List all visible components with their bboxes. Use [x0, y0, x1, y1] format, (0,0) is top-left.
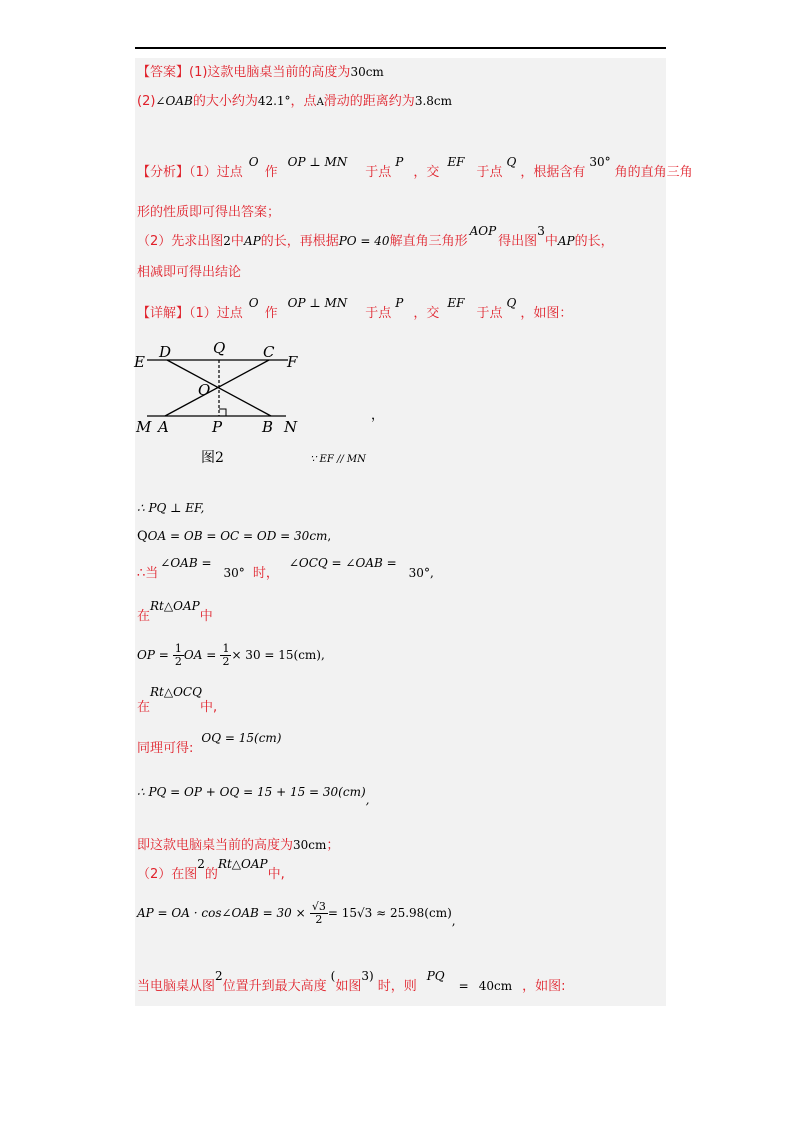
figure-2: [133, 338, 303, 470]
label-a: A: [158, 418, 169, 436]
step-angle: ∴当∠OAB =30° 时，∠OCQ = ∠OAB =30°,: [137, 556, 434, 581]
detail-tag: 【详解】: [137, 306, 190, 321]
step-pq-perp: ∴ PQ ⊥ EF,: [137, 501, 205, 515]
step-op: OP = $\frac{1}{2}$ OA = $\frac{1}{2}$ × 30 = 15(cm),: [137, 642, 325, 668]
answer-line-1: 【答案】(1)这款电脑桌当前的高度为30cm: [137, 65, 384, 80]
line-ca: [165, 360, 269, 416]
label-d: D: [159, 343, 172, 361]
label-o: O: [198, 381, 211, 399]
step-part2: （2）在图2的Rt△OAP中,: [137, 857, 285, 882]
step-max-height: 当电脑桌从图2位置升到最大高度(如图3)时，则PQ= 40cm ，如图:: [137, 969, 566, 994]
figure-caption: 图2: [201, 450, 224, 466]
step-oq: 同理可得:OQ = 15(cm): [137, 731, 282, 756]
answer-line-2: (2)∠OAB的大小约为42.1°，点A滑动的距离约为3.8cm: [137, 94, 452, 109]
label-n: N: [284, 418, 298, 436]
analysis-line-2: 形的性质即可得出答案；: [137, 205, 281, 220]
label-e: E: [134, 353, 145, 371]
step-ocq-tri: Rt△OCQ: [150, 685, 202, 699]
answer-tag: 【答案】: [137, 65, 190, 80]
label-q: Q: [213, 339, 226, 357]
label-p: P: [212, 418, 223, 436]
label-f: F: [287, 353, 298, 371]
detail-line-1: 【详解】（1）过点O作OP ⊥ MN于点P，交EF于点Q，如图：: [137, 296, 573, 321]
top-rule: [135, 47, 666, 49]
parallel-note: ∵ EF // MN: [310, 454, 366, 465]
label-b: B: [262, 418, 274, 436]
label-m: M: [136, 418, 152, 436]
analysis-line-1: 【分析】（1）过点O作OP ⊥ MN于点P，交EF于点Q，根据含有30°角的直角三角: [137, 155, 693, 180]
step-in-oap: 在Rt△OAP中: [137, 599, 213, 624]
step-height-result: 即这款电脑桌当前的高度为30cm；: [137, 838, 340, 853]
step-pq-sum: ∴ PQ = OP + OQ = 15 + 15 = 30(cm),: [137, 785, 370, 807]
analysis-line-4: 相减即可得出结论: [137, 265, 242, 280]
analysis-tag: 【分析】: [137, 165, 190, 180]
right-angle-mark: [219, 409, 226, 416]
step-in-ocq: 在 中,: [137, 700, 218, 715]
label-c: C: [263, 343, 275, 361]
step-equal-lengths: QOA = OB = OC = OD = 30cm,: [137, 529, 332, 544]
step-ap: AP = OA · cos∠OAB = 30 × $\frac{√3}{2}$ = 15√3 ≈ 25.98(cm),: [137, 900, 456, 928]
analysis-line-3: （2）先求出图2中AP的长，再根据PO = 40解直角三角形AOP得出图3中AP的长，: [137, 224, 614, 249]
